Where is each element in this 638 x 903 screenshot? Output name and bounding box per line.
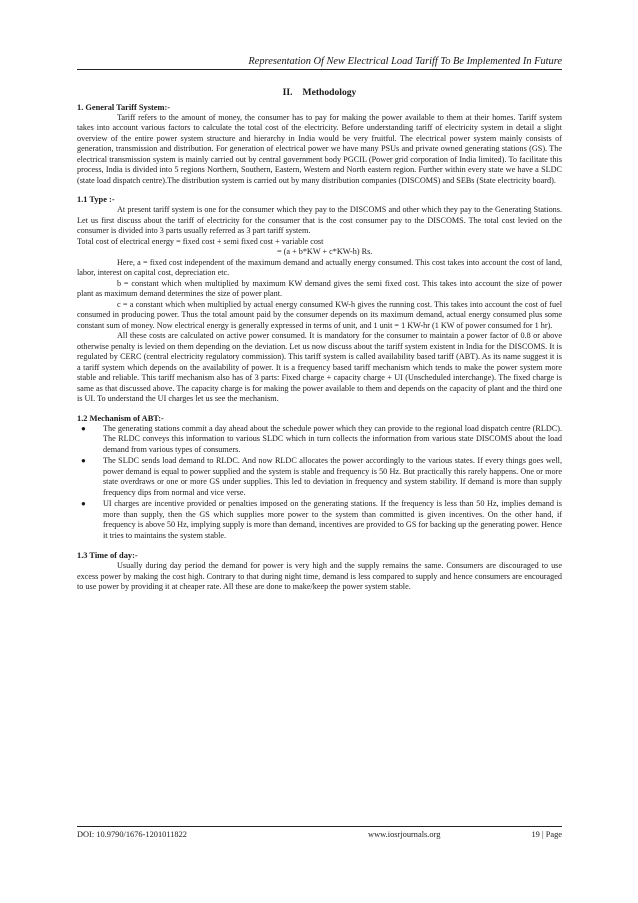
heading-mechanism-abt: 1.2 Mechanism of ABT:- [77,413,164,423]
paragraph-type-intro: At present tariff system is one for the consumer which they pay to the DISCOMS and other which they pay to the Generating Stations. Let us first discuss about the tariff of electricity for the consumer that is the cost consumer pay to the DISCOMS. The total cost levied on the consumer is divided into 3 parts usually referred as 3 part tariff system. [77,205,562,235]
section-number: II. [282,87,293,98]
heading-time-of-day: 1.3 Time of day:- [77,551,138,560]
journal-website: www.iosrjournals.org [368,830,441,839]
bullet-icon: ● [81,499,86,508]
formula-expansion: = (a + b*KW + c*KW-h) Rs. [277,247,373,256]
list-item-text: The SLDC sends load demand to RLDC. And now RLDC allocates the power accordingly to the various states. If every things goes well, power demand is equal to power supplied and the system is stable and frequency is 50 Hz. But practically this rarely happens. One or more state overdraws or one or more GS under supplies. This led to deviation in frequency and system stability. If demand is more than supply frequency dips from normal and vice verse. [103,456,562,497]
doi-text: DOI: 10.9790/1676-1201011822 [77,830,187,839]
paragraph-general-tariff: Tariff refers to the amount of money, the consumer has to pay for making the power available to them at their homes. Tariff system takes into account various factors to calculate the total cost of the electricity. Before understanding tariff of electricity system in detail a slight overview of the entire power system structure and hierarchy in India would be very fruitful. The electrical power system mainly consists of generation, transmission and distribution. For generation of electrical power we have many PSUs and private owned generating stations (GS). The electrical transmission system is mainly carried out by central government body PGCIL (Power grid corporation of India limited). To facilitate this process, India is divided into 5 regions Northern, Southern, Eastern, Western and North eastern region. Further within every state we have a SLDC (state load dispatch centre).The distribution system is carried out by many distribution companies (DISCOMS) and SEBs (State electricity board). [77,112,562,185]
section-title [77,88,562,99]
page-body [77,88,562,593]
heading-type: 1.1 Type :- [77,195,115,204]
page-footer [77,826,562,839]
bullet-icon: ● [81,423,86,433]
bullet-icon: ● [81,456,86,465]
paragraph-fixed-cost: Here, a = fixed cost independent of the maximum demand and actually energy consumed. This cost takes into account the cost of land, labor, interest on capital cost, depreciation etc. [77,257,562,277]
list-item [77,456,562,498]
paragraph-running-cost: c = a constant which when multiplied by actual energy consumed KW-h gives the running cost. This takes into account the cost of fuel consumed in producing power. Thus the total amount paid by the consumer depends on its maximum demand, actual energy consumed plus some constant sum of money. Now electrical energy is generally expressed in terms of unit, and 1 unit = 1 KW-hr (1 KW of power consumed for 1 hr). [77,299,562,330]
heading-general-tariff: 1. General Tariff System:- [77,102,171,112]
list-item [77,499,562,541]
page-number: 19 | Page [531,830,562,839]
list-item [77,424,562,456]
list-item-text: UI charges are incentive provided or penalties imposed on the generating stations. If the frequency is less than 50 Hz, implies demand is more than supply, then the GS which supplies more power to the system than committed is given incentives. On the other hand, if frequency is above 50 Hz, implying supply is more than demand, incentives are provided to GS for backing up the generating power. Hence it tries to maintains the system stable. [103,499,562,540]
paragraph-semi-fixed-cost: b = constant which when multiplied by maximum KW demand gives the semi fixed cost. This takes into account the size of power plant as maximum demand determines the size of power plant. [77,278,562,298]
formula-total-cost: Total cost of electrical energy = fixed cost + semi fixed cost + variable cost [77,236,324,246]
section-heading: Methodology [302,87,357,98]
mechanism-list [77,424,562,542]
paragraph-abt: All these costs are calculated on active power consumed. It is mandatory for the consumer to maintain a power factor of 0.8 or above otherwise penalty is levied on them depending on the deviation. Let us now discuss about the tariff system existent in India for the DISCOMS. It is regulated by CERC (central electricity regulatory commission). This tariff system is called availability based tariff (ABT). As its name suggest it is a tariff system which depends on the availability of power. It is a frequency based tariff mechanism which tends to make the power system more stable and reliable. This tariff mechanism also has of 3 parts: Fixed charge + capacity charge + UI (Unscheduled interchange). The fixed charge is same as that discussed above. The capacity charge is for making the power available to them and depends on the capacity of plant and the third one is UI. To understand the UI charges let us see the mechanism. [77,331,562,403]
running-header: Representation Of New Electrical Load Tariff To Be Implemented In Future [77,56,562,70]
paragraph-time-of-day: Usually during day period the demand for power is very high and the supply remains the same. Consumers are discouraged to use excess power by making the cost high. Contrary to that during night time, demand is less compared to supply and hence consumers are encouraged to use power by providing it at cheaper rate. All these are done to make/keep the power system stable. [77,561,562,591]
list-item-text: The generating stations commit a day ahead about the schedule power which they can provide to the regional load dispatch centre (RLDC). The RLDC conveys this information to various SLDC which in turn collects the information from various state DISCOMS about the load demand from various types of consumers. [103,423,562,454]
